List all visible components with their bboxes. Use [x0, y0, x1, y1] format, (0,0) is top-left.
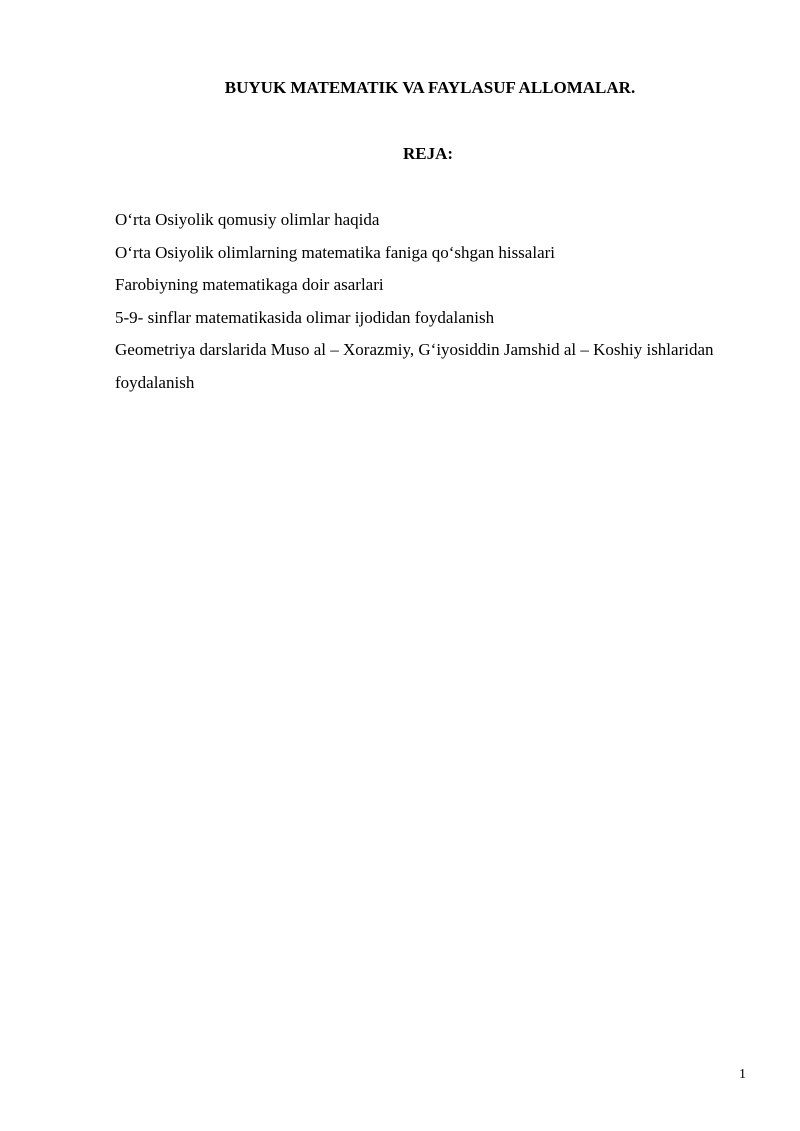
- page-title: BUYUK MATEMATIK VA FAYLASUF ALLOMALAR.: [224, 78, 636, 97]
- plan-item: O‘rta Osiyolik qomusiy olimlar haqida: [115, 210, 380, 229]
- plan-item: Geometriya darslarida Muso al – Xorazmiy, G‘iyosiddin Jamshid al – Koshiy ishlaridan foydalanish: [115, 340, 714, 392]
- plan-item: 5-9- sinflar matematikasida olimar ijodidan foydalanish: [115, 307, 495, 327]
- plan-list: [115, 204, 735, 400]
- plan-item: Farobiyning matematikaga doir asarlari: [115, 275, 384, 295]
- page-number: 1: [739, 1067, 746, 1082]
- plan-heading: REJA:: [402, 144, 454, 163]
- plan-item: O‘rta Osiyolik olimlarning matematika faniga qo‘shgan hissalari: [115, 242, 555, 262]
